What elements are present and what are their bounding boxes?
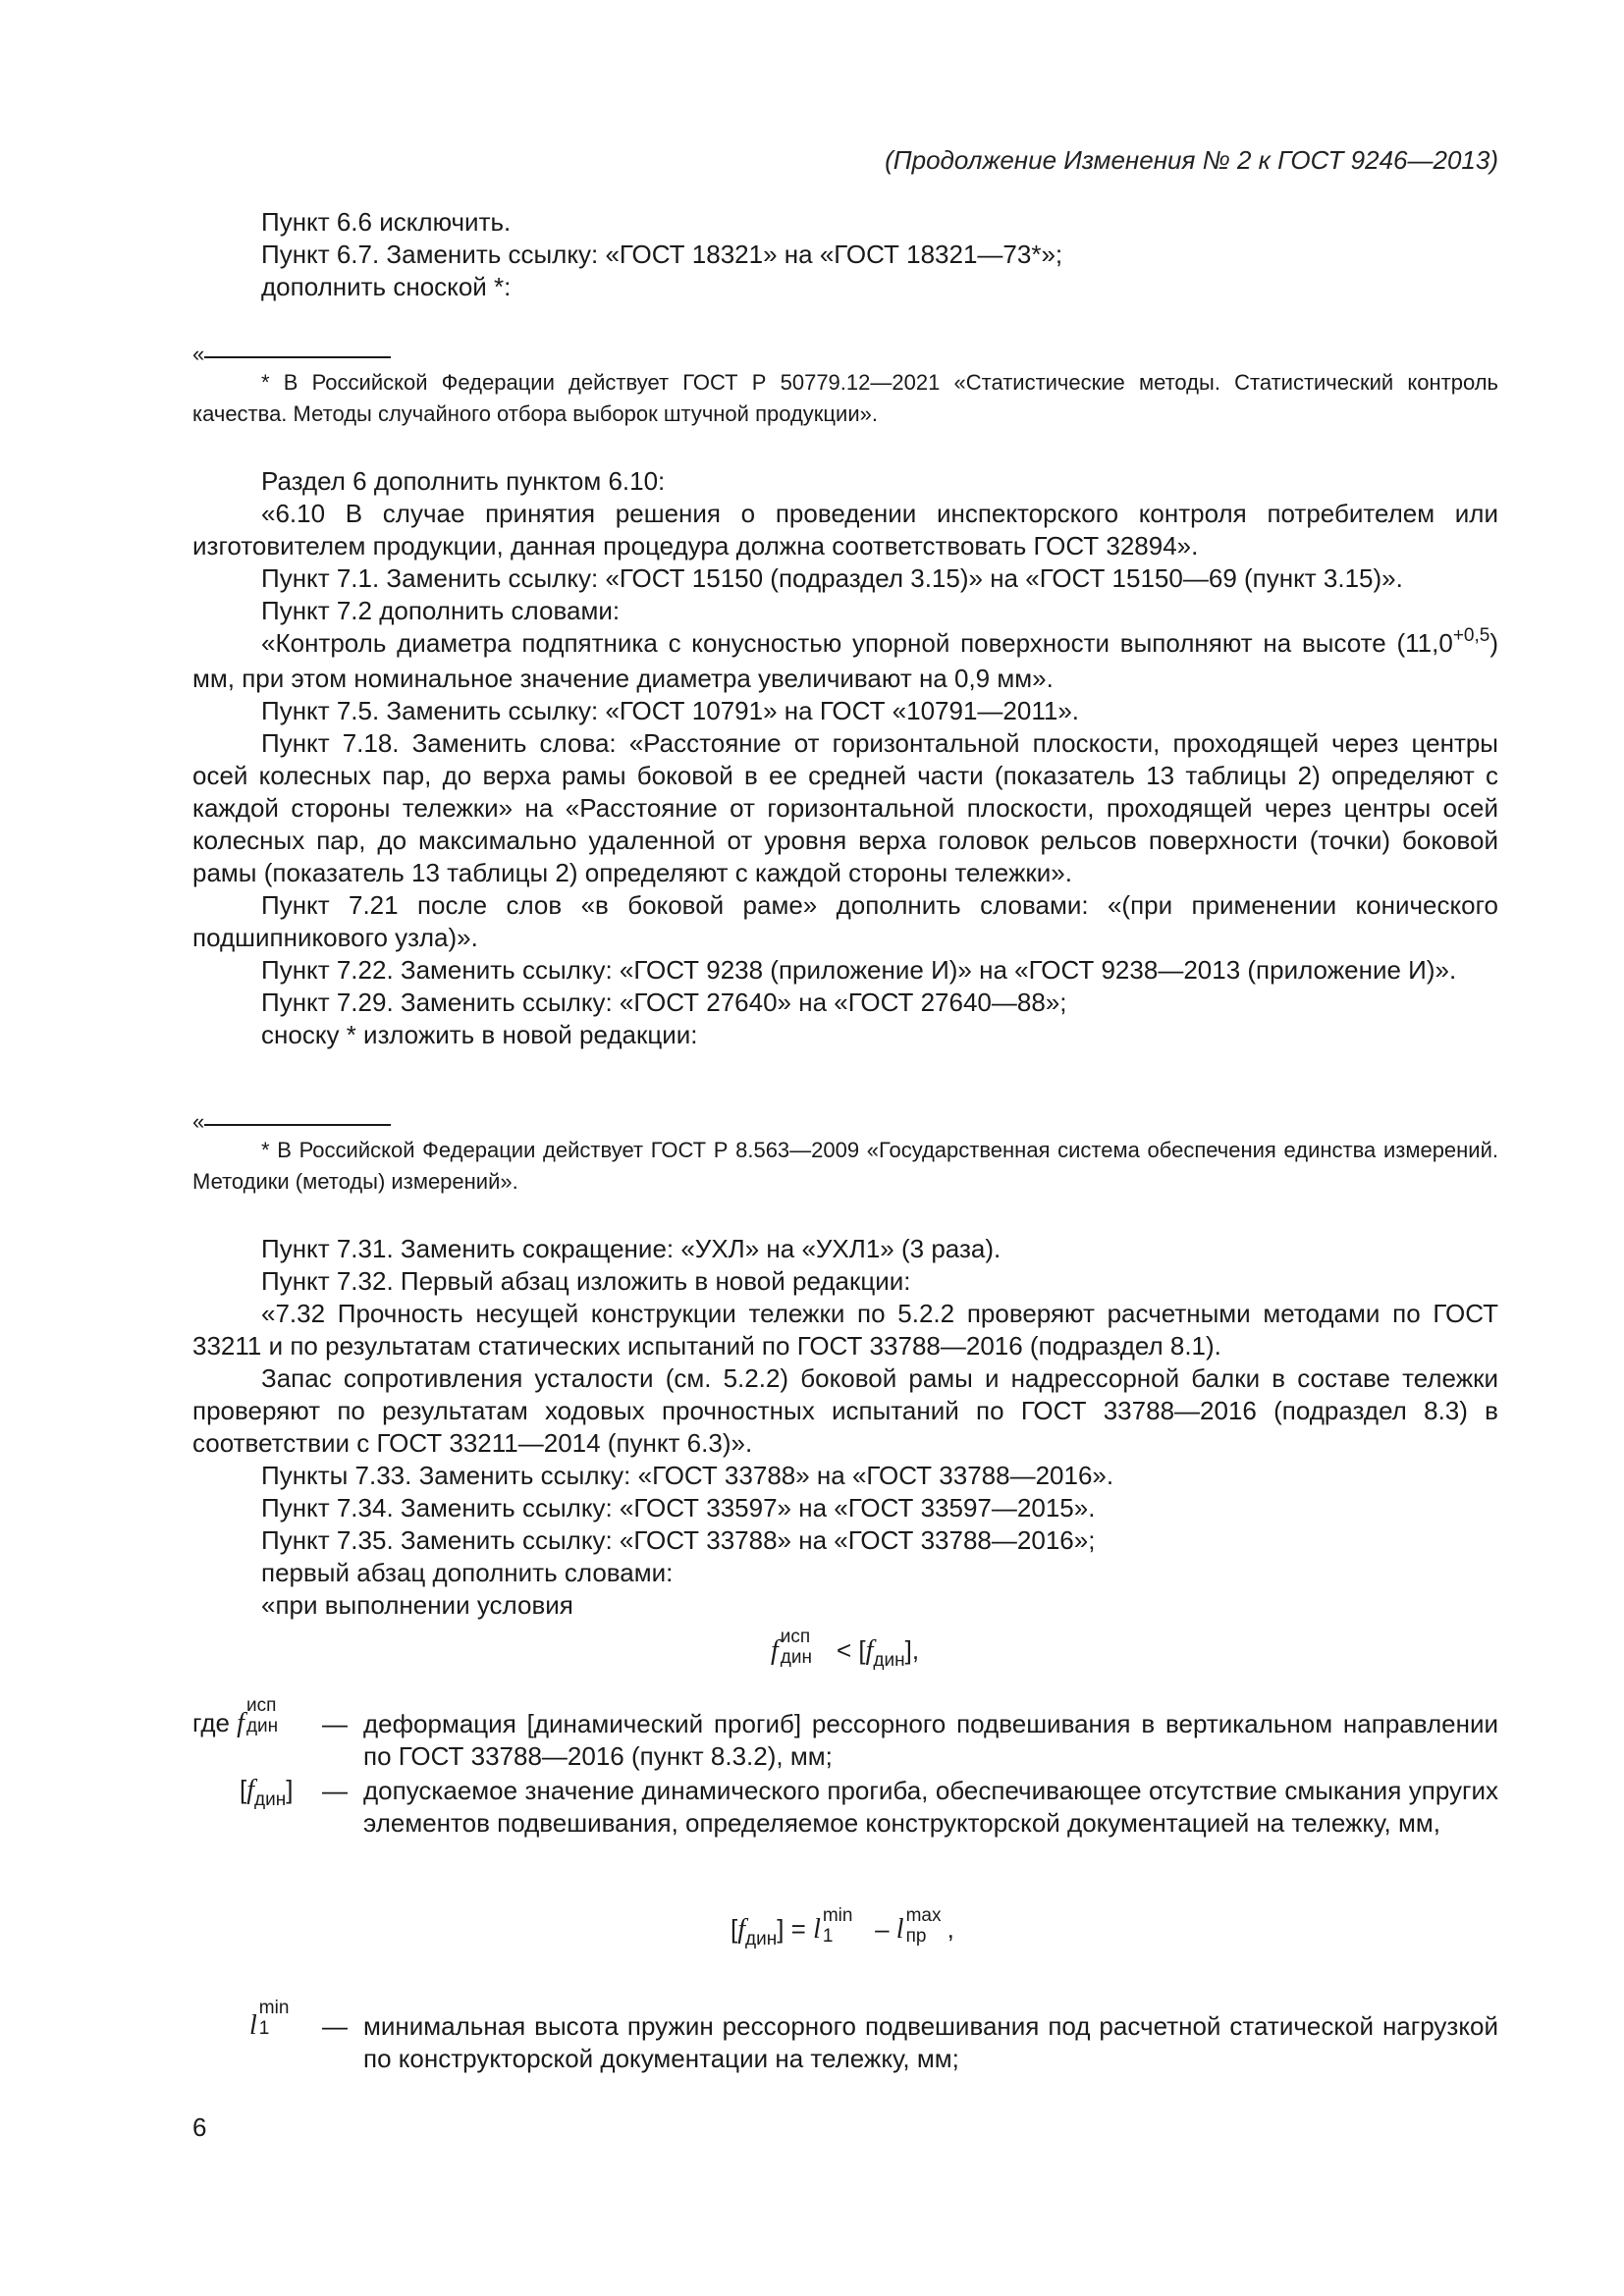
paragraph: дополнить сноской *: (261, 272, 512, 301)
formula-variable: f (737, 1914, 746, 1945)
definition-indices (257, 1998, 302, 2041)
paragraph-block-1 (192, 206, 1498, 303)
definition-dash: — (322, 1776, 348, 1805)
formula-subscript: дин (780, 1647, 812, 1668)
formula-end: ], (904, 1635, 920, 1665)
definition-bracket: [ (240, 1775, 247, 1804)
tolerance-superscript: +0,5 (1452, 625, 1490, 646)
formula-end: , (947, 1914, 954, 1944)
paragraph: Пункты 7.33. Заменить ссылку: «ГОСТ 33788» на «ГОСТ 33788—2016». (261, 1461, 1114, 1490)
text: ) мм, при этом номинальное значение диаметра увеличивают на 0,9 мм». (192, 628, 1498, 693)
definition-term (240, 1775, 294, 1810)
formula-condition (771, 1627, 920, 1671)
definition-dash: — (322, 2011, 348, 2041)
paragraph: «7.32 Прочность несущей конструкции тележки по 5.2.2 проверяют расчетными методами по ГОСТ 33211 и по результатам статических испытаний по ГОСТ 33788—2016 (подраздел 8.1). (192, 1299, 1498, 1361)
text: «Контроль диаметра подпятника с конусностью упорной поверхности выполняют на высоте (11,0 (261, 628, 1453, 658)
formula-subscript: пр (905, 1926, 927, 1947)
formula-fdin (731, 1905, 954, 1949)
paragraph: сноску * изложить в новой редакции: (261, 1020, 698, 1049)
definition-subscript: дин (245, 1716, 279, 1736)
formula-variable: f (771, 1635, 779, 1666)
footnote-rule (204, 1124, 391, 1126)
footnote-open-quote: « (192, 1109, 205, 1134)
formula-operator: ] = (777, 1914, 814, 1944)
formula-variable: l (813, 1914, 821, 1945)
footnote-text: * В Российской Федерации действует ГОСТ Р 50779.12—2021 «Статистические методы. Статистический контроль качества. Методы случайного отбора выборок штучной продукции». (192, 370, 1498, 426)
paragraph: Пункт 7.29. Заменить ссылку: «ГОСТ 27640» на «ГОСТ 27640—88»; (261, 988, 1067, 1017)
paragraph: Пункт 7.35. Заменить ссылку: «ГОСТ 33788» на «ГОСТ 33788—2016»; (261, 1525, 1096, 1555)
formula-superscript: min (822, 1905, 853, 1926)
paragraph: «6.10 В случае принятия решения о проведении инспекторского контроля потребителем или изготовителем продукции, данная процедура должна соответствовать ГОСТ 32894». (192, 499, 1498, 561)
footnote-rule (204, 356, 391, 358)
formula-variable: l (895, 1914, 904, 1945)
paragraph: Раздел 6 дополнить пунктом 6.10: (261, 466, 666, 496)
definition-subscript: 1 (258, 2018, 270, 2039)
definition-term (192, 1695, 290, 1739)
definition-text: минимальная высота пружин рессорного подвешивания под расчетной статической нагрузкой по конструкторской документации на тележку, мм; (363, 2011, 1498, 2073)
formula-subscript: дин (873, 1650, 905, 1671)
paragraph: Пункт 7.2 дополнить словами: (261, 596, 621, 625)
footnote-open-quote: « (192, 342, 205, 366)
formula-bracket: [ (731, 1914, 738, 1944)
definition-variable: l (249, 2010, 257, 2041)
paragraph: Пункт 7.18. Заменить слова: «Расстояние от горизонтальной плоскости, проходящей через центры осей колесных пар, до верха рамы боковой в ее средней части (показатель 13 таблицы 2) определяют с каждой стороны тележки» на «Расстояние от горизонтальной плоскости, проходящей через центры осей колесных пар, до максимально удаленной от уровня верха головок рельсов поверхности (точки) боковой рамы (показатель 13 таблицы 2) определяют с каждой стороны тележки». (192, 728, 1498, 887)
formula-operator: < [ (829, 1635, 866, 1665)
formula-superscript: исп (780, 1627, 811, 1647)
formula-indices (904, 1905, 947, 1947)
paragraph-with-tolerance (192, 627, 1498, 695)
definition-variable: f (237, 1708, 244, 1738)
paragraph: Пункт 7.21 после слов «в боковой раме» дополнить словами: «(при применении конического подшипникового узла)». (192, 890, 1498, 952)
paragraph: Пункт 7.1. Заменить ссылку: «ГОСТ 15150 (подраздел 3.15)» на «ГОСТ 15150—69 (пункт 3.15)». (261, 563, 1403, 593)
formula-superscript: max (905, 1905, 942, 1926)
paragraph: Пункт 7.22. Заменить ссылку: «ГОСТ 9238 (приложение И)» на «ГОСТ 9238—2013 (приложение И)». (261, 955, 1457, 985)
paragraph: Пункт 6.6 исключить. (261, 207, 512, 237)
paragraph-block-2 (192, 465, 1498, 1051)
definition-prefix: где (192, 1708, 238, 1737)
paragraph: Запас сопротивления усталости (см. 5.2.2) боковой рамы и надрессорной балки в составе тележки проверяют по результатам ходовых прочностных испытаний по ГОСТ 33788—2016 (подраздел 8.3) в соответствии с ГОСТ 33211—2014 (пункт 6.3)». (192, 1363, 1498, 1458)
definition-text: деформация [динамический прогиб] рессорного подвешивания в вертикальном направлении по ГОСТ 33788—2016 (пункт 8.3.2), мм; (363, 1709, 1498, 1771)
formula-subscript: дин (745, 1929, 778, 1949)
definition-superscript: min (258, 1998, 290, 2018)
formula-variable: f (865, 1635, 874, 1666)
definition-variable: f (246, 1775, 255, 1805)
formula-subscript: 1 (822, 1926, 834, 1947)
paragraph: первый абзац дополнить словами: (261, 1558, 674, 1587)
definition-bracket: ] (286, 1775, 294, 1804)
definition-term (249, 1998, 302, 2042)
formula-operator: – (867, 1914, 896, 1944)
formula-indices (821, 1905, 868, 1947)
paragraph: Пункт 7.32. Первый абзац изложить в новой редакции: (261, 1266, 911, 1296)
formula-indices (779, 1627, 830, 1668)
paragraph-block-3 (192, 1233, 1498, 1622)
definition-subscript: дин (254, 1789, 287, 1810)
definition-superscript: исп (245, 1695, 277, 1716)
definition-text: допускаемое значение динамического прогиба, обеспечивающее отсутствие смыкания упругих элементов подвешивания, определяемое конструкторской документацией на тележку, мм, (363, 1776, 1498, 1838)
definition-dash: — (322, 1709, 348, 1738)
paragraph: «при выполнении условия (261, 1590, 573, 1620)
running-header: (Продолжение Изменения № 2 к ГОСТ 9246—2013) (885, 145, 1498, 175)
paragraph: Пункт 7.31. Заменить сокращение: «УХЛ» на «УХЛ1» (3 раза). (261, 1234, 1001, 1263)
definition-indices (244, 1695, 290, 1738)
footnote-text: * В Российской Федерации действует ГОСТ Р 8.563—2009 «Государственная система обеспечения единства измерений. Методики (методы) измерений». (192, 1138, 1498, 1194)
paragraph: Пункт 7.5. Заменить ссылку: «ГОСТ 10791» на ГОСТ «10791—2011». (261, 696, 1080, 725)
paragraph: Пункт 7.34. Заменить ссылку: «ГОСТ 33597» на «ГОСТ 33597—2015». (261, 1493, 1096, 1522)
page-number: 6 (192, 2112, 207, 2142)
paragraph: Пункт 6.7. Заменить ссылку: «ГОСТ 18321» на «ГОСТ 18321—73*»; (261, 240, 1063, 269)
